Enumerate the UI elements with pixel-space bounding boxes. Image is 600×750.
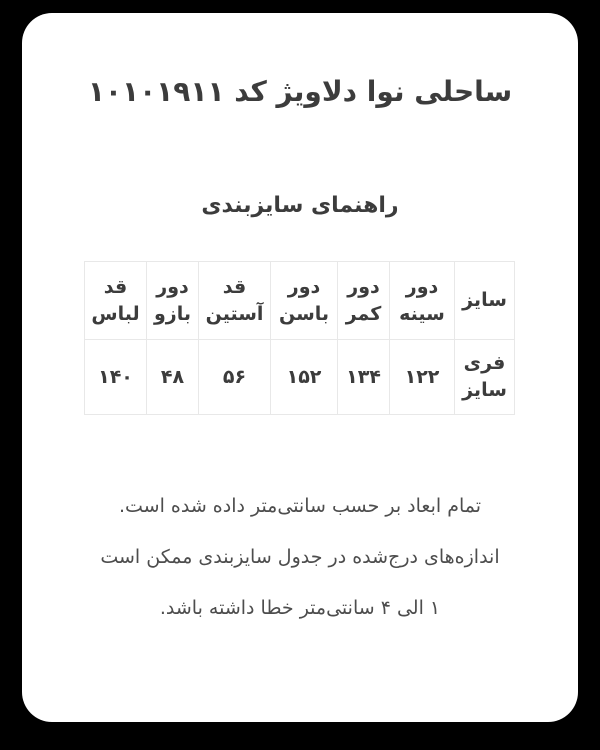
size-table-header-row	[85, 262, 515, 340]
header-cell-sleeve: قد آستین	[199, 262, 271, 340]
size-table-row	[85, 340, 515, 415]
product-title: ساحلی نوا دلاویژ کد ۱۰۱۰۱۹۱۱	[87, 75, 513, 108]
cell-sleeve-value: ۵۶	[199, 340, 271, 415]
cell-length-value: ۱۴۰	[85, 340, 147, 415]
size-table-body	[85, 340, 515, 415]
header-cell-arm: دور بازو	[147, 262, 199, 340]
note-line-range: ۱ الی ۴ سانتی‌متر خطا داشته باشد.	[159, 597, 441, 619]
measurement-notes	[42, 489, 558, 625]
header-cell-length: قد لباس	[85, 262, 147, 340]
cell-arm-value: ۴۸	[147, 340, 199, 415]
size-table-head	[85, 262, 515, 340]
header-cell-waist: دور کمر	[338, 262, 390, 340]
cell-size-label: فری سایز	[455, 340, 515, 415]
size-table-container	[85, 261, 515, 415]
header-cell-size: سایز	[455, 262, 515, 340]
cell-hip-value: ۱۵۲	[271, 340, 338, 415]
size-guide-card	[22, 13, 578, 722]
note-line-tolerance: اندازه‌های درج‌شده در جدول سایزبندی ممکن است	[100, 546, 500, 568]
size-guide-heading: راهنمای سایزبندی	[201, 193, 399, 218]
cell-chest-value: ۱۲۲	[390, 340, 455, 415]
header-cell-chest: دور سینه	[390, 262, 455, 340]
cell-waist-value: ۱۳۴	[338, 340, 390, 415]
size-table	[84, 261, 515, 415]
header-cell-hip: دور باسن	[271, 262, 338, 340]
note-line-units: تمام ابعاد بر حسب سانتی‌متر داده شده است.	[118, 495, 482, 517]
